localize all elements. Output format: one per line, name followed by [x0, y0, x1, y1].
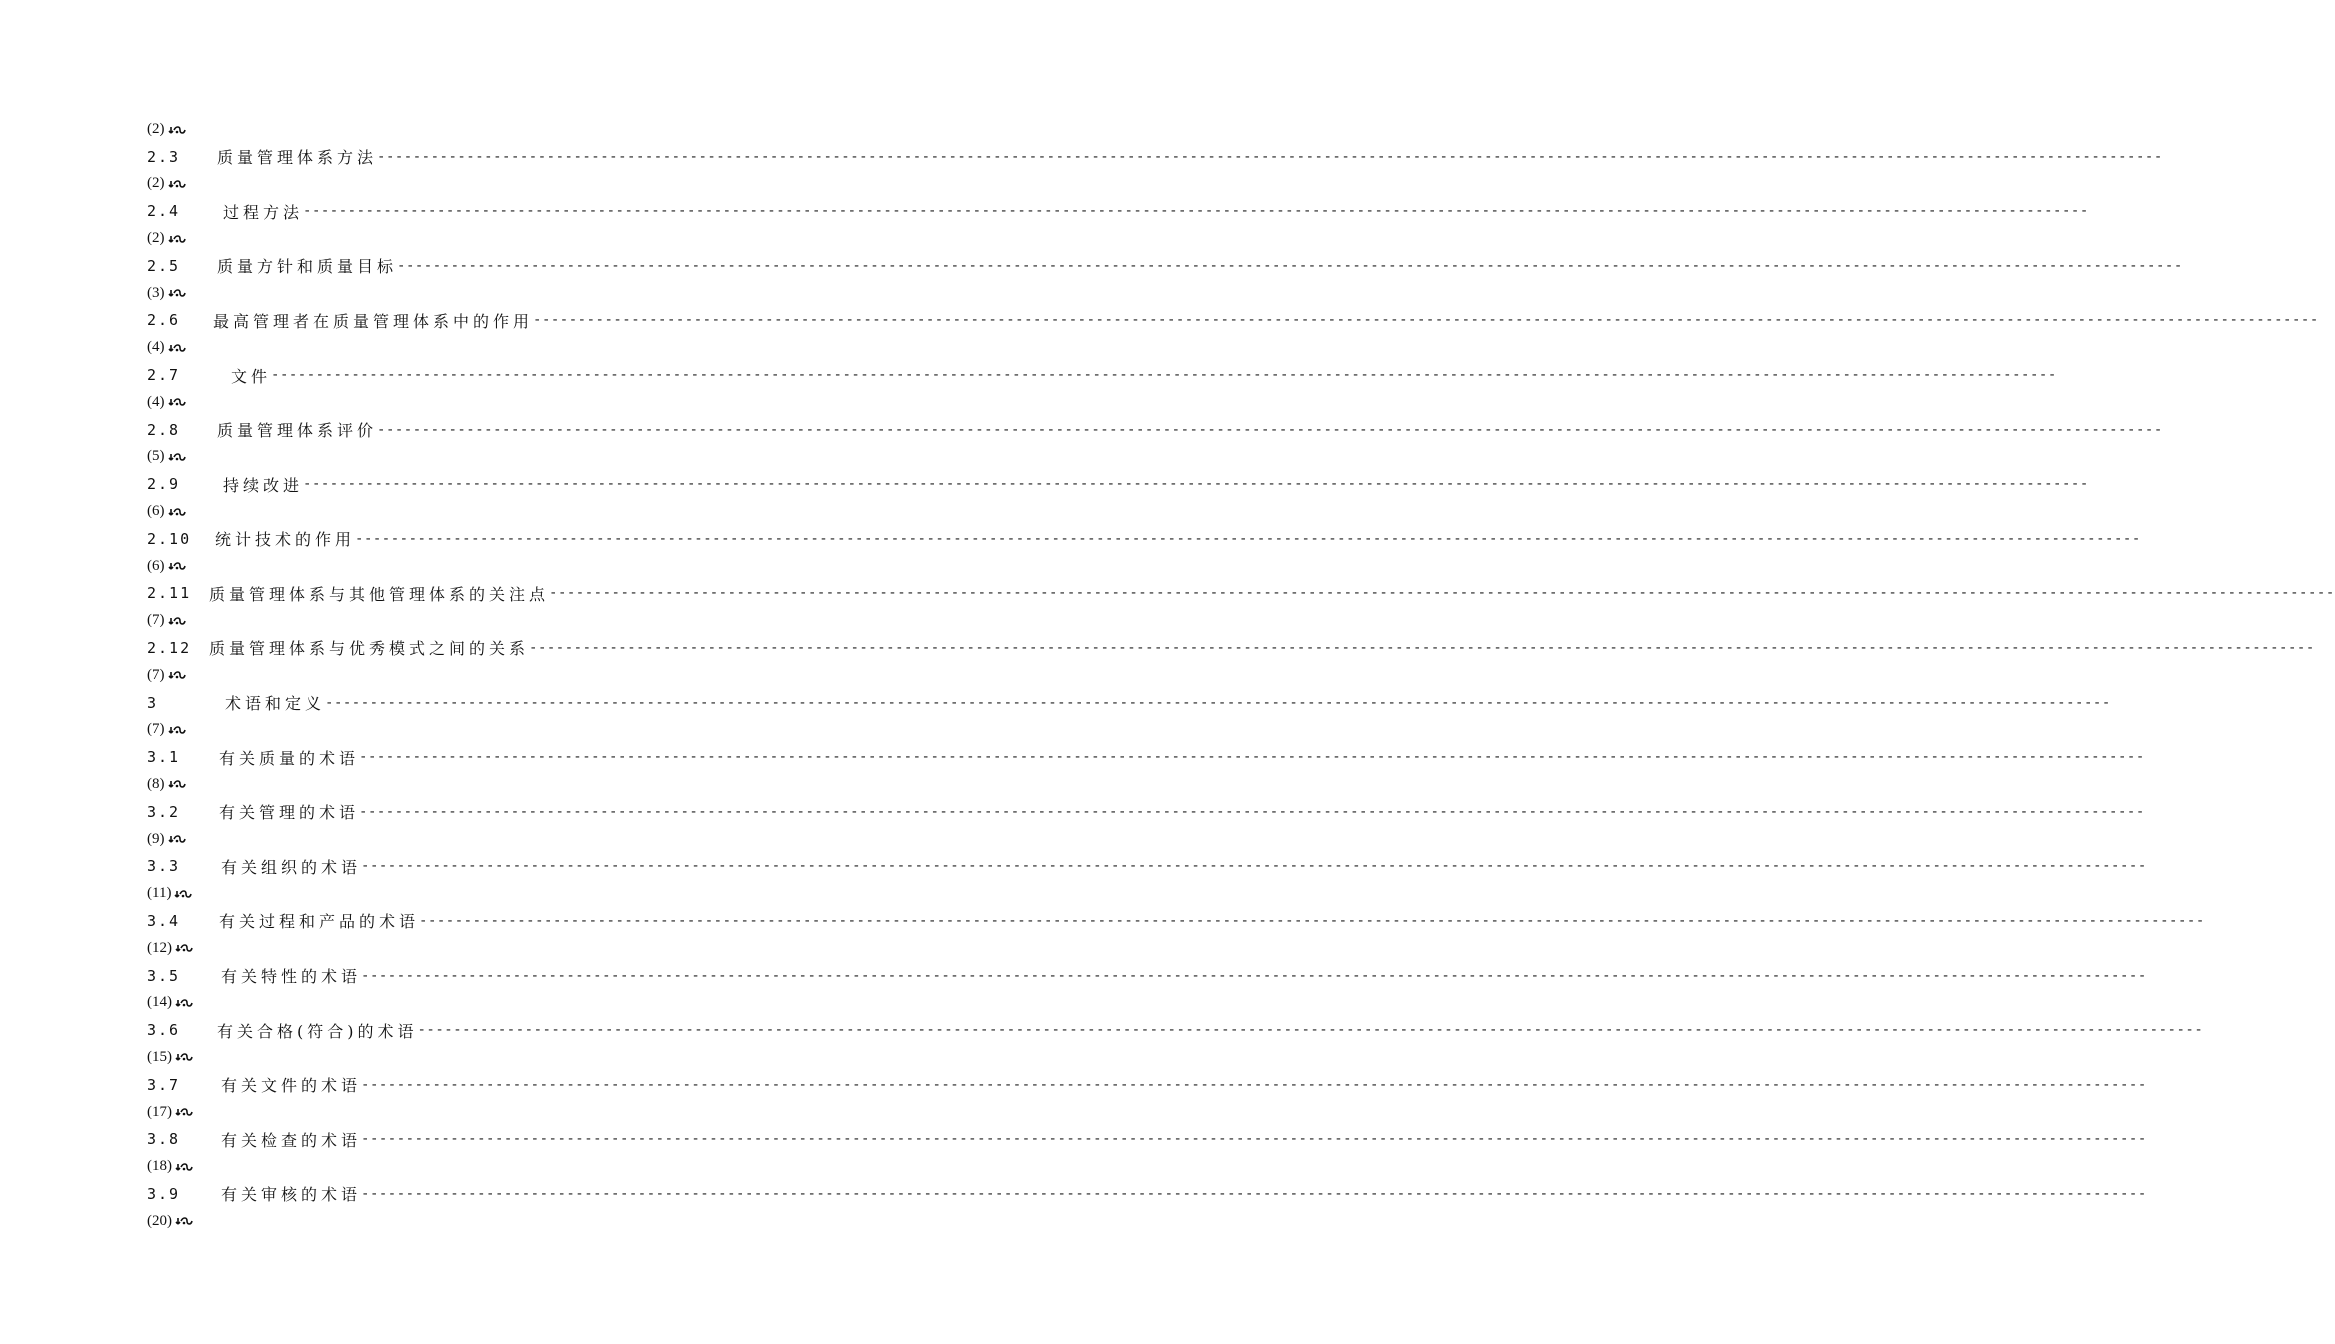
- dot-leader: --------------------------------------------------------------------------------------------------------------------------------------------------------------------------------------------------------: [303, 476, 2089, 493]
- toc-entry: [147, 634, 2315, 689]
- dot-leader: --------------------------------------------------------------------------------------------------------------------------------------------------------------------------------------------------------: [325, 694, 2111, 711]
- page-number: (15): [147, 1048, 172, 1065]
- dot-leader: --------------------------------------------------------------------------------------------------------------------------------------------------------------------------------------------------------: [361, 1076, 2147, 1093]
- toc-page-line: [147, 935, 809, 962]
- page-number: (4): [147, 339, 165, 356]
- toc-page-line: [147, 607, 809, 634]
- toc-entry: [147, 962, 2147, 1017]
- section-title: 有关质量的术语: [219, 748, 360, 768]
- dot-leader: --------------------------------------------------------------------------------------------------------------------------------------------------------------------------------------------------------: [397, 257, 2183, 274]
- toc-page-line: [147, 170, 809, 197]
- toc-entry-line: [147, 634, 2315, 661]
- dot-leader: --------------------------------------------------------------------------------------------------------------------------------------------------------------------------------------------------------: [303, 203, 2089, 220]
- toc-entries: [147, 143, 2335, 1235]
- toc-entry-line: [147, 907, 2205, 934]
- dot-leader: --------------------------------------------------------------------------------------------------------------------------------------------------------------------------------------------------------: [359, 803, 2145, 820]
- section-number: 3.6: [147, 1021, 181, 1040]
- section-title: 质量管理体系与优秀模式之间的关系: [209, 639, 530, 659]
- toc-page-line: [147, 1044, 809, 1071]
- toc-page-line: [147, 443, 809, 470]
- dot-leader: --------------------------------------------------------------------------------------------------------------------------------------------------------------------------------------------------------: [361, 967, 2147, 984]
- page-number: (3): [147, 284, 165, 301]
- toc-entry-line: [147, 252, 2183, 279]
- page-number: (6): [147, 557, 165, 574]
- section-title: 质量管理体系评价: [217, 421, 378, 441]
- toc-page-line: [147, 989, 809, 1016]
- page-number: (12): [147, 939, 172, 956]
- dot-leader: --------------------------------------------------------------------------------------------------------------------------------------------------------------------------------------------------------: [529, 639, 2315, 656]
- return-arrow-icon: [175, 1106, 193, 1118]
- return-arrow-icon: [168, 560, 186, 572]
- return-arrow-icon: [168, 178, 186, 190]
- return-arrow-icon: [168, 833, 186, 845]
- page-number: (7): [147, 612, 165, 629]
- section-number: 2.10: [147, 529, 192, 548]
- section-number: 3.3: [147, 857, 181, 876]
- return-arrow-icon: [175, 997, 193, 1009]
- return-arrow-icon: [168, 615, 186, 627]
- section-number: 3.9: [147, 1184, 181, 1203]
- toc-entry-line: [147, 580, 2335, 607]
- section-title: 统计技术的作用: [215, 530, 356, 550]
- toc-entry-line: [147, 143, 2163, 170]
- toc-page-line: [147, 825, 809, 852]
- section-title: 最高管理者在质量管理体系中的作用: [213, 311, 534, 331]
- section-number: 2.5: [147, 256, 181, 275]
- toc-page-line: [147, 662, 809, 689]
- section-title: 有关特性的术语: [221, 967, 362, 987]
- dot-leader: --------------------------------------------------------------------------------------------------------------------------------------------------------------------------------------------------------: [361, 858, 2147, 875]
- dot-leader: --------------------------------------------------------------------------------------------------------------------------------------------------------------------------------------------------------: [359, 749, 2145, 766]
- toc-entry: [147, 307, 2319, 362]
- dot-leader: --------------------------------------------------------------------------------------------------------------------------------------------------------------------------------------------------------: [419, 912, 2205, 929]
- toc-page-line: [147, 279, 809, 306]
- section-title: 有关管理的术语: [219, 803, 360, 823]
- toc-entry: [147, 907, 2205, 962]
- section-number: 2.8: [147, 420, 181, 439]
- return-arrow-icon: [175, 1161, 193, 1173]
- section-title: 过程方法: [223, 202, 304, 222]
- toc-entry-line: [147, 1180, 2147, 1207]
- page-number: (11): [147, 885, 172, 902]
- toc-entry-line: [147, 1126, 2147, 1153]
- section-title: 有关合格(符合)的术语: [217, 1021, 418, 1041]
- toc-entry-line: [147, 1071, 2147, 1098]
- toc-entry: [147, 689, 2111, 744]
- page-number: (18): [147, 1158, 172, 1175]
- toc-entry-line: [147, 689, 2111, 716]
- dot-leader: --------------------------------------------------------------------------------------------------------------------------------------------------------------------------------------------------------: [533, 312, 2319, 329]
- section-title: 质量管理体系方法: [217, 148, 378, 168]
- toc-page-line: [147, 716, 809, 743]
- return-arrow-icon: [168, 778, 186, 790]
- return-arrow-icon: [174, 888, 192, 900]
- page-number: (5): [147, 448, 165, 465]
- page-number: (14): [147, 994, 172, 1011]
- return-arrow-icon: [168, 233, 186, 245]
- toc-page-line: [147, 334, 809, 361]
- page-number: (2): [147, 121, 165, 137]
- toc-page-line: [147, 498, 809, 525]
- toc-entry-line: [147, 361, 2057, 388]
- toc-entry: [147, 1071, 2147, 1126]
- section-number: 2.6: [147, 311, 181, 330]
- toc-entry-line: [147, 962, 2147, 989]
- toc-entry: [147, 853, 2147, 908]
- page-number: (4): [147, 393, 165, 410]
- section-title: 有关检查的术语: [221, 1130, 362, 1150]
- section-title: 有关文件的术语: [221, 1076, 362, 1096]
- section-number: 3.2: [147, 802, 181, 821]
- section-title: 有关审核的术语: [221, 1185, 362, 1205]
- toc-page-line: [147, 552, 809, 579]
- page-number: (9): [147, 830, 165, 847]
- page-number: (2): [147, 175, 165, 192]
- page-number: (7): [147, 721, 165, 738]
- table-of-contents: [147, 116, 2335, 1235]
- section-number: 3.1: [147, 748, 181, 767]
- section-number: 3.5: [147, 966, 181, 985]
- toc-entry: [147, 471, 2089, 526]
- toc-entry-line: [147, 1017, 2204, 1044]
- return-arrow-icon: [168, 124, 186, 136]
- return-arrow-icon: [175, 1051, 193, 1063]
- toc-page-line: [147, 1208, 809, 1235]
- toc-entry-line: [147, 198, 2089, 225]
- dot-leader: --------------------------------------------------------------------------------------------------------------------------------------------------------------------------------------------------------: [271, 367, 2057, 384]
- toc-entry-line: [147, 525, 2141, 552]
- toc-entry: [147, 416, 2163, 471]
- toc-entry: [147, 798, 2145, 853]
- toc-entry-line: [147, 744, 2145, 771]
- return-arrow-icon: [168, 506, 186, 518]
- section-number: 2.12: [147, 638, 192, 657]
- section-title: 质量管理体系与其他管理体系的关注点: [209, 584, 550, 604]
- section-title: 术语和定义: [225, 694, 326, 714]
- section-title: 持续改进: [223, 475, 304, 495]
- page-number: (17): [147, 1103, 172, 1120]
- toc-page-line: [147, 771, 809, 798]
- dot-leader: --------------------------------------------------------------------------------------------------------------------------------------------------------------------------------------------------------: [377, 148, 2163, 165]
- return-arrow-icon: [168, 396, 186, 408]
- return-arrow-icon: [168, 342, 186, 354]
- section-title: 文件: [231, 366, 272, 386]
- toc-page-line: [147, 880, 809, 907]
- dot-leader: --------------------------------------------------------------------------------------------------------------------------------------------------------------------------------------------------------: [361, 1185, 2147, 1202]
- dot-leader: --------------------------------------------------------------------------------------------------------------------------------------------------------------------------------------------------------: [549, 585, 2335, 602]
- section-number: 2.9: [147, 475, 181, 494]
- toc-entry: [147, 1180, 2147, 1235]
- toc-entry: [147, 1126, 2147, 1181]
- dot-leader: --------------------------------------------------------------------------------------------------------------------------------------------------------------------------------------------------------: [377, 421, 2163, 438]
- toc-entry-line: [147, 416, 2163, 443]
- section-number: 2.4: [147, 202, 181, 221]
- section-number: 3.7: [147, 1075, 181, 1094]
- toc-entry-line: [147, 853, 2147, 880]
- page-number: (6): [147, 503, 165, 519]
- toc-page-line: [147, 1098, 809, 1125]
- section-title: 有关组织的术语: [221, 857, 362, 877]
- page-number: (8): [147, 775, 165, 792]
- toc-entry: [147, 525, 2141, 580]
- toc-entry: [147, 1017, 2204, 1072]
- section-number: 2.11: [147, 584, 192, 603]
- section-title: 有关过程和产品的术语: [219, 912, 420, 932]
- page-number: (2): [147, 230, 165, 247]
- section-number: 2.7: [147, 366, 181, 385]
- dot-leader: --------------------------------------------------------------------------------------------------------------------------------------------------------------------------------------------------------: [361, 1131, 2147, 1148]
- page-number: (7): [147, 666, 165, 683]
- toc-entry-line: [147, 307, 2319, 334]
- toc-entry: [147, 580, 2335, 635]
- toc-entry: [147, 252, 2183, 307]
- toc-entry-line: [147, 471, 2089, 498]
- dot-leader: --------------------------------------------------------------------------------------------------------------------------------------------------------------------------------------------------------: [417, 1022, 2204, 1039]
- toc-entry: [147, 143, 2163, 198]
- return-arrow-icon: [168, 451, 186, 463]
- return-arrow-icon: [168, 669, 186, 681]
- toc-page-line: [147, 1153, 809, 1180]
- page-number: (20): [147, 1212, 172, 1229]
- return-arrow-icon: [168, 724, 186, 736]
- return-arrow-icon: [175, 942, 193, 954]
- toc-page-line: [147, 225, 809, 252]
- toc-entry-line: [147, 798, 2145, 825]
- return-arrow-icon: [168, 287, 186, 299]
- toc-page-line: [147, 389, 809, 416]
- return-arrow-icon: [175, 1215, 193, 1227]
- toc-entry: [147, 361, 2057, 416]
- section-title: 质量方针和质量目标: [217, 257, 398, 277]
- section-number: 3.4: [147, 911, 181, 930]
- section-number: 2.3: [147, 147, 181, 166]
- dot-leader: --------------------------------------------------------------------------------------------------------------------------------------------------------------------------------------------------------: [355, 530, 2141, 547]
- section-number: 3.8: [147, 1130, 181, 1149]
- section-number: 3: [147, 693, 159, 712]
- toc-entry: [147, 198, 2089, 253]
- toc-entry: [147, 744, 2145, 799]
- toc-continued-page: [147, 116, 809, 143]
